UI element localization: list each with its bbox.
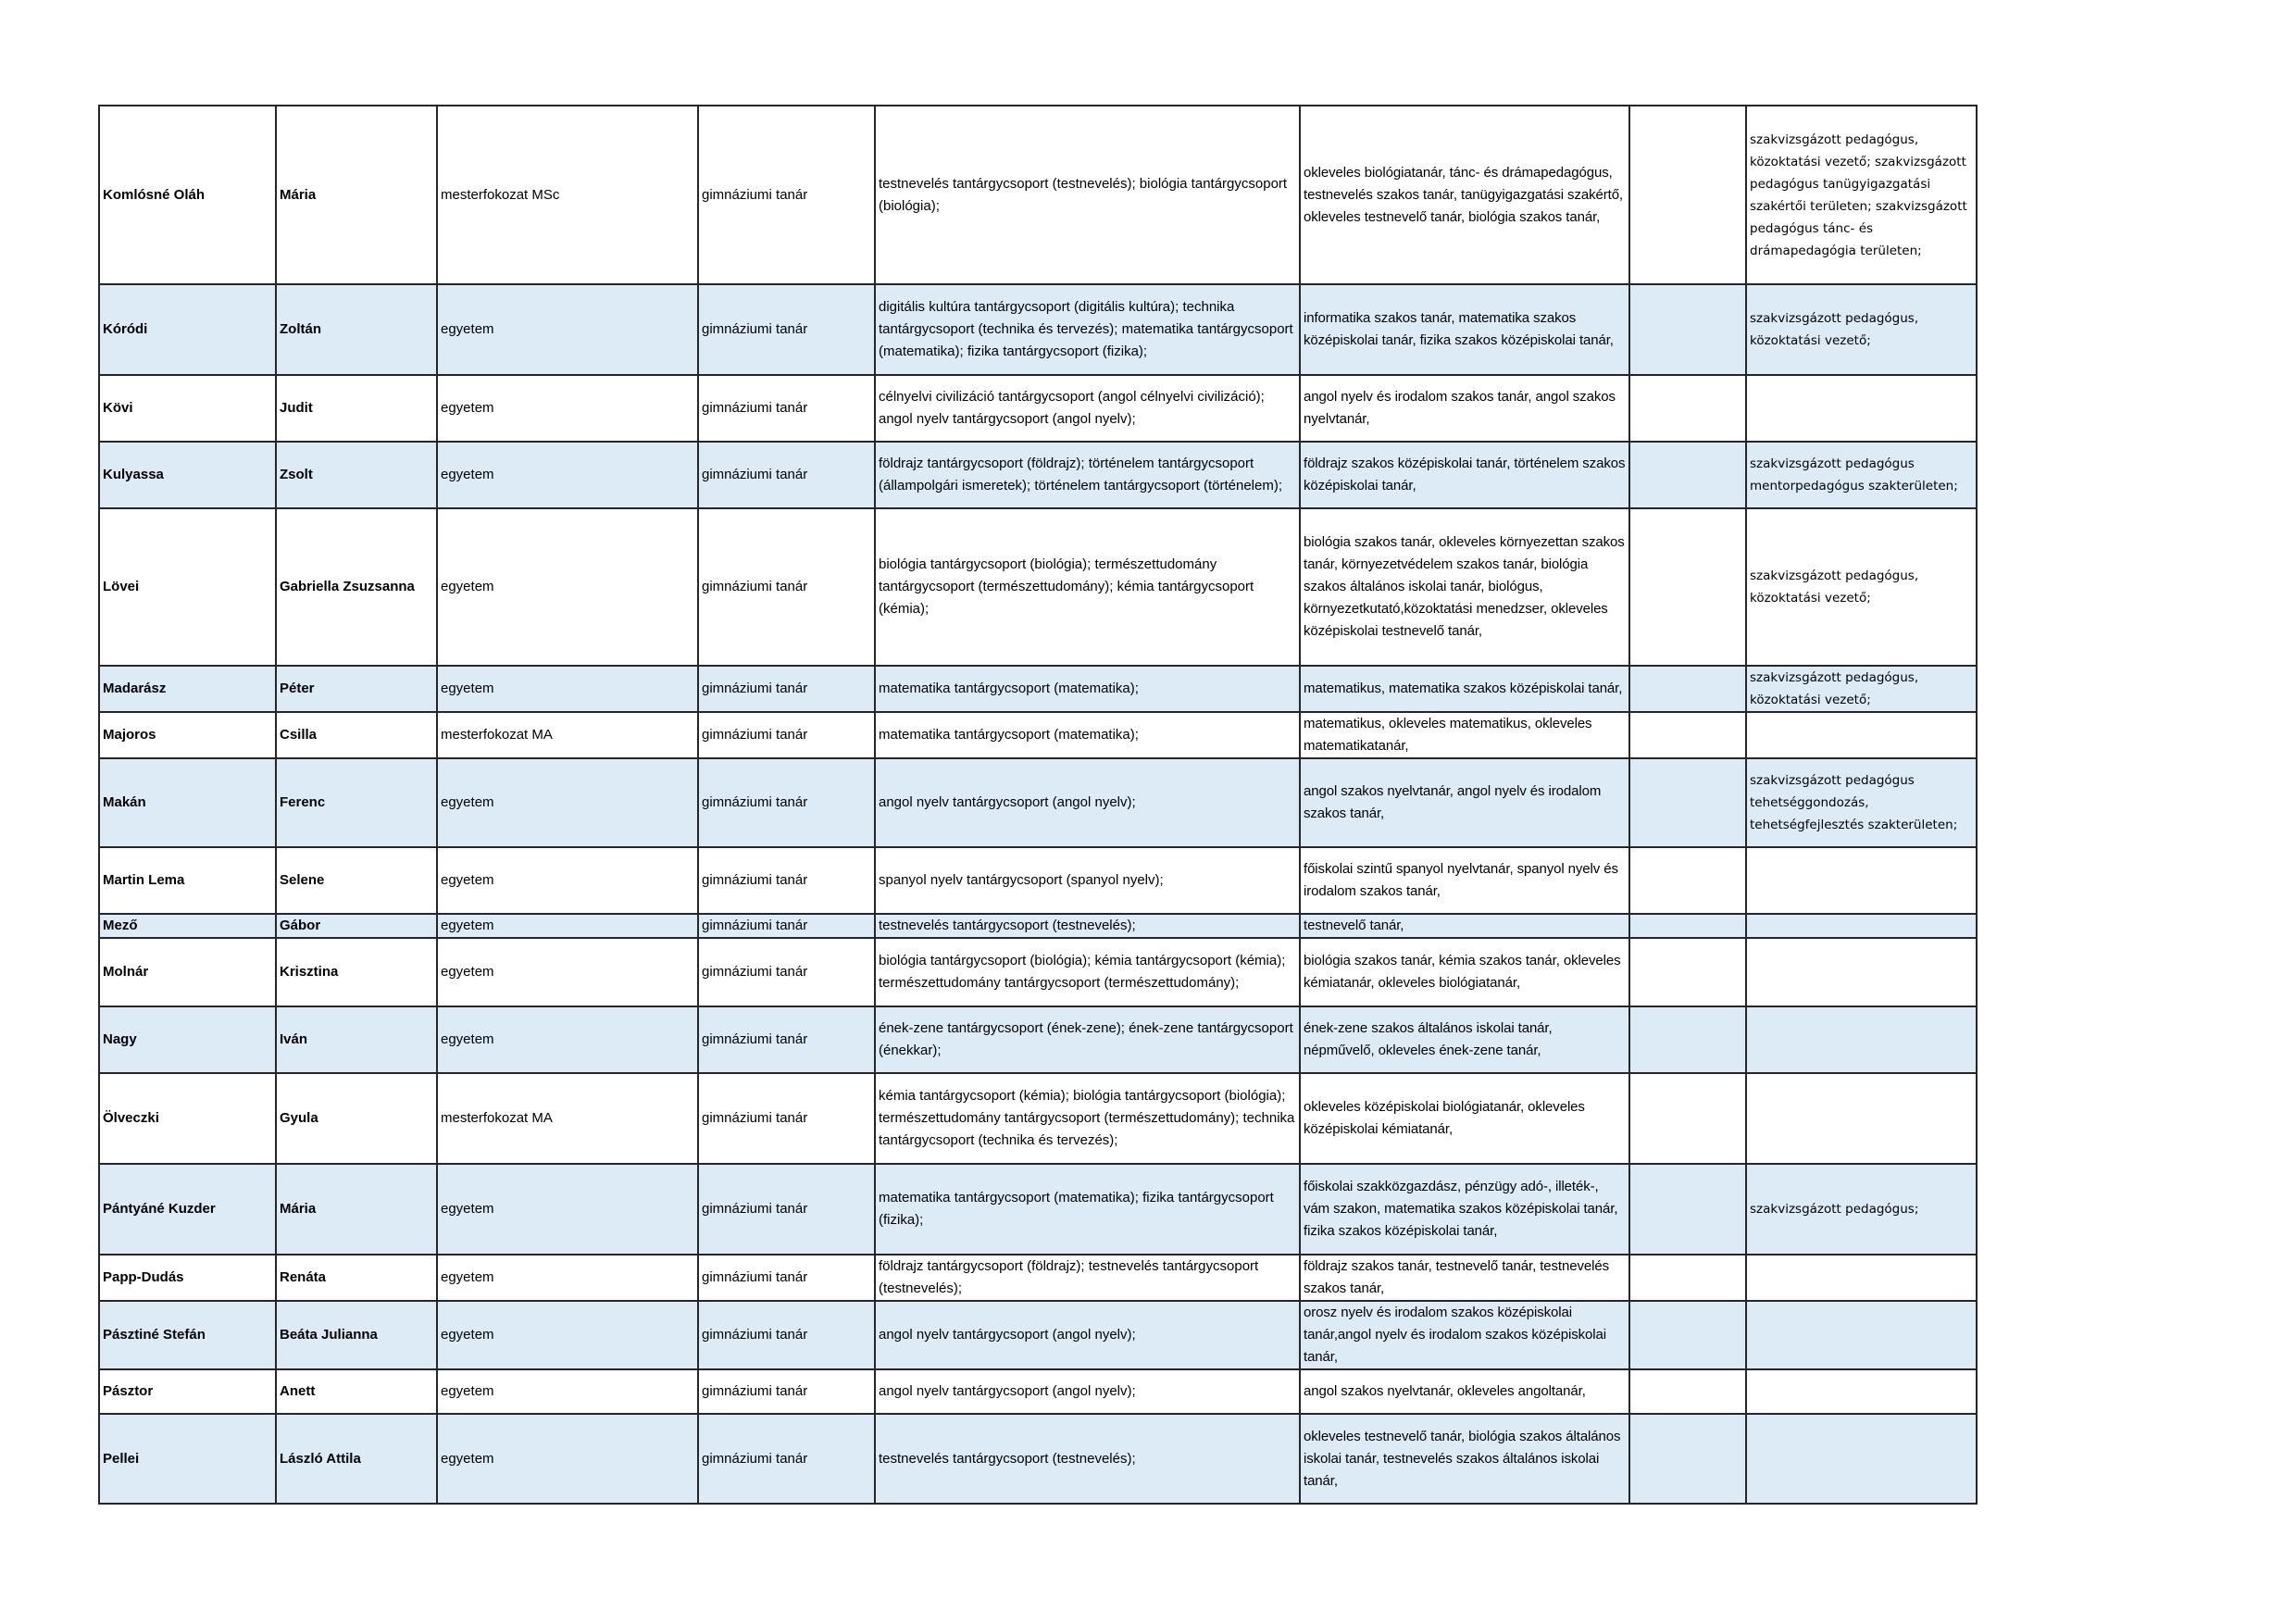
extra-cell — [1629, 1301, 1746, 1369]
specialization-cell — [1746, 1073, 1977, 1164]
degree-cell: egyetem — [437, 758, 698, 847]
given-name-cell: Mária — [276, 1164, 437, 1255]
specialization-cell: szakvizsgázott pedagógus, közoktatási vezető; — [1746, 284, 1977, 375]
surname-cell: Pántyáné Kuzder — [99, 1164, 276, 1255]
given-name-cell: Krisztina — [276, 938, 437, 1006]
position-cell: gimnáziumi tanár — [698, 1255, 875, 1301]
specialization-cell: szakvizsgázott pedagógus; — [1746, 1164, 1977, 1255]
position-cell: gimnáziumi tanár — [698, 508, 875, 666]
degree-cell: mesterfokozat MSc — [437, 106, 698, 284]
subjects-cell: matematika tantárgycsoport (matematika); — [875, 712, 1300, 758]
specialization-cell — [1746, 847, 1977, 914]
specialization-cell: szakvizsgázott pedagógus, közoktatási vezető; — [1746, 508, 1977, 666]
surname-cell: Madarász — [99, 666, 276, 712]
surname-cell: Papp-Dudás — [99, 1255, 276, 1301]
specialization-cell — [1746, 712, 1977, 758]
extra-cell — [1629, 758, 1746, 847]
extra-cell — [1629, 914, 1746, 938]
specialization-cell — [1746, 1006, 1977, 1073]
extra-cell — [1629, 1073, 1746, 1164]
given-name-cell: Gyula — [276, 1073, 437, 1164]
given-name-cell: Selene — [276, 847, 437, 914]
subjects-cell: testnevelés tantárgycsoport (testnevelés); — [875, 1414, 1300, 1504]
position-cell: gimnáziumi tanár — [698, 666, 875, 712]
specialization-cell — [1746, 914, 1977, 938]
staff-table — [98, 105, 1978, 1505]
given-name-cell: Ferenc — [276, 758, 437, 847]
degree-cell: egyetem — [437, 847, 698, 914]
table-row — [99, 1414, 1977, 1504]
table-row — [99, 508, 1977, 666]
qualification-cell: testnevelő tanár, — [1300, 914, 1629, 938]
table-row — [99, 666, 1977, 712]
qualification-cell: főiskolai szakközgazdász, pénzügy adó-, illeték-, vám szakon, matematika szakos középiskolai tanár, fizika szakos középiskolai tanár, — [1300, 1164, 1629, 1255]
surname-cell: Nagy — [99, 1006, 276, 1073]
subjects-cell: kémia tantárgycsoport (kémia); biológia tantárgycsoport (biológia); természettudomány tantárgycsoport (természettudomány); technika tantárgycsoport (technika és tervezés); — [875, 1073, 1300, 1164]
surname-cell: Kóródi — [99, 284, 276, 375]
qualification-cell: okleveles testnevelő tanár, biológia szakos általános iskolai tanár, testnevelés szakos általános iskolai tanár, — [1300, 1414, 1629, 1504]
degree-cell: egyetem — [437, 1006, 698, 1073]
extra-cell — [1629, 1369, 1746, 1414]
position-cell: gimnáziumi tanár — [698, 106, 875, 284]
surname-cell: Ölveczki — [99, 1073, 276, 1164]
surname-cell: Mező — [99, 914, 276, 938]
qualification-cell: matematikus, okleveles matematikus, okleveles matematikatanár, — [1300, 712, 1629, 758]
given-name-cell: Zoltán — [276, 284, 437, 375]
given-name-cell: Renáta — [276, 1255, 437, 1301]
position-cell: gimnáziumi tanár — [698, 1369, 875, 1414]
qualification-cell: okleveles középiskolai biológiatanár, okleveles középiskolai kémiatanár, — [1300, 1073, 1629, 1164]
position-cell: gimnáziumi tanár — [698, 847, 875, 914]
extra-cell — [1629, 666, 1746, 712]
degree-cell: egyetem — [437, 1369, 698, 1414]
degree-cell: egyetem — [437, 1414, 698, 1504]
table-row — [99, 1164, 1977, 1255]
subjects-cell: földrajz tantárgycsoport (földrajz); történelem tantárgycsoport (állampolgári ismeretek); történelem tantárgycsoport (történelem); — [875, 442, 1300, 508]
surname-cell: Komlósné Oláh — [99, 106, 276, 284]
given-name-cell: Judit — [276, 375, 437, 442]
extra-cell — [1629, 1414, 1746, 1504]
qualification-cell: informatika szakos tanár, matematika szakos középiskolai tanár, fizika szakos középiskolai tanár, — [1300, 284, 1629, 375]
position-cell: gimnáziumi tanár — [698, 712, 875, 758]
position-cell: gimnáziumi tanár — [698, 1073, 875, 1164]
degree-cell: egyetem — [437, 508, 698, 666]
specialization-cell — [1746, 1369, 1977, 1414]
table-row — [99, 1369, 1977, 1414]
qualification-cell: angol szakos nyelvtanár, angol nyelv és irodalom szakos tanár, — [1300, 758, 1629, 847]
extra-cell — [1629, 284, 1746, 375]
degree-cell: egyetem — [437, 666, 698, 712]
subjects-cell: földrajz tantárgycsoport (földrajz); testnevelés tantárgycsoport (testnevelés); — [875, 1255, 1300, 1301]
specialization-cell — [1746, 938, 1977, 1006]
degree-cell: egyetem — [437, 375, 698, 442]
extra-cell — [1629, 1164, 1746, 1255]
position-cell: gimnáziumi tanár — [698, 375, 875, 442]
subjects-cell: testnevelés tantárgycsoport (testnevelés); — [875, 914, 1300, 938]
given-name-cell: Beáta Julianna — [276, 1301, 437, 1369]
qualification-cell: orosz nyelv és irodalom szakos középiskolai tanár,angol nyelv és irodalom szakos középiskolai tanár, — [1300, 1301, 1629, 1369]
table-row — [99, 758, 1977, 847]
subjects-cell: biológia tantárgycsoport (biológia); természettudomány tantárgycsoport (természettudomány); kémia tantárgycsoport (kémia); — [875, 508, 1300, 666]
table-row — [99, 1006, 1977, 1073]
table-row — [99, 847, 1977, 914]
subjects-cell: ének-zene tantárgycsoport (ének-zene); ének-zene tantárgycsoport (énekkar); — [875, 1006, 1300, 1073]
given-name-cell: Csilla — [276, 712, 437, 758]
qualification-cell: biológia szakos tanár, kémia szakos tanár, okleveles kémiatanár, okleveles biológiatanár, — [1300, 938, 1629, 1006]
table-row — [99, 938, 1977, 1006]
surname-cell: Majoros — [99, 712, 276, 758]
given-name-cell: Gábor — [276, 914, 437, 938]
table-row — [99, 375, 1977, 442]
surname-cell: Molnár — [99, 938, 276, 1006]
given-name-cell: Mária — [276, 106, 437, 284]
given-name-cell: László Attila — [276, 1414, 437, 1504]
specialization-cell — [1746, 375, 1977, 442]
table-row — [99, 442, 1977, 508]
subjects-cell: testnevelés tantárgycsoport (testnevelés); biológia tantárgycsoport (biológia); — [875, 106, 1300, 284]
given-name-cell: Gabriella Zsuzsanna — [276, 508, 437, 666]
given-name-cell: Anett — [276, 1369, 437, 1414]
subjects-cell: biológia tantárgycsoport (biológia); kémia tantárgycsoport (kémia); természettudomány tantárgycsoport (természettudomány); — [875, 938, 1300, 1006]
subjects-cell: spanyol nyelv tantárgycsoport (spanyol nyelv); — [875, 847, 1300, 914]
qualification-cell: angol szakos nyelvtanár, okleveles angoltanár, — [1300, 1369, 1629, 1414]
extra-cell — [1629, 442, 1746, 508]
extra-cell — [1629, 847, 1746, 914]
position-cell: gimnáziumi tanár — [698, 1006, 875, 1073]
position-cell: gimnáziumi tanár — [698, 1301, 875, 1369]
surname-cell: Makán — [99, 758, 276, 847]
surname-cell: Pásztor — [99, 1369, 276, 1414]
table-row — [99, 914, 1977, 938]
position-cell: gimnáziumi tanár — [698, 1164, 875, 1255]
table-row — [99, 1073, 1977, 1164]
qualification-cell: főiskolai szintű spanyol nyelvtanár, spanyol nyelv és irodalom szakos tanár, — [1300, 847, 1629, 914]
qualification-cell: matematikus, matematika szakos középiskolai tanár, — [1300, 666, 1629, 712]
specialization-cell: szakvizsgázott pedagógus, közoktatási vezető; — [1746, 666, 1977, 712]
qualification-cell: angol nyelv és irodalom szakos tanár, angol szakos nyelvtanár, — [1300, 375, 1629, 442]
specialization-cell — [1746, 1414, 1977, 1504]
surname-cell: Kövi — [99, 375, 276, 442]
qualification-cell: ének-zene szakos általános iskolai tanár, népművelő, okleveles ének-zene tanár, — [1300, 1006, 1629, 1073]
position-cell: gimnáziumi tanár — [698, 284, 875, 375]
degree-cell: egyetem — [437, 442, 698, 508]
position-cell: gimnáziumi tanár — [698, 758, 875, 847]
degree-cell: egyetem — [437, 1301, 698, 1369]
qualification-cell: okleveles biológiatanár, tánc- és drámapedagógus, testnevelés szakos tanár, tanügyigazgatási szakértő, okleveles testnevelő tanár, biológia szakos tanár, — [1300, 106, 1629, 284]
degree-cell: egyetem — [437, 914, 698, 938]
specialization-cell: szakvizsgázott pedagógus tehetséggondozás, tehetségfejlesztés szakterületen; — [1746, 758, 1977, 847]
surname-cell: Kulyassa — [99, 442, 276, 508]
degree-cell: mesterfokozat MA — [437, 712, 698, 758]
given-name-cell: Iván — [276, 1006, 437, 1073]
subjects-cell: célnyelvi civilizáció tantárgycsoport (angol célnyelvi civilizáció); angol nyelv tantárgycsoport (angol nyelv); — [875, 375, 1300, 442]
given-name-cell: Péter — [276, 666, 437, 712]
extra-cell — [1629, 508, 1746, 666]
qualification-cell: földrajz szakos középiskolai tanár, történelem szakos középiskolai tanár, — [1300, 442, 1629, 508]
surname-cell: Martin Lema — [99, 847, 276, 914]
specialization-cell — [1746, 1301, 1977, 1369]
surname-cell: Pellei — [99, 1414, 276, 1504]
subjects-cell: angol nyelv tantárgycsoport (angol nyelv); — [875, 1301, 1300, 1369]
specialization-cell: szakvizsgázott pedagógus mentorpedagógus szakterületen; — [1746, 442, 1977, 508]
specialization-cell — [1746, 1255, 1977, 1301]
subjects-cell: angol nyelv tantárgycsoport (angol nyelv); — [875, 1369, 1300, 1414]
extra-cell — [1629, 938, 1746, 1006]
extra-cell — [1629, 106, 1746, 284]
qualification-cell: biológia szakos tanár, okleveles környezettan szakos tanár, környezetvédelem szakos tanár, biológia szakos általános iskolai tanár, biológus, környezetkutató,közoktatási menedzser, okleveles középiskolai testnevelő tanár, — [1300, 508, 1629, 666]
subjects-cell: matematika tantárgycsoport (matematika); fizika tantárgycsoport (fizika); — [875, 1164, 1300, 1255]
table-row — [99, 1301, 1977, 1369]
position-cell: gimnáziumi tanár — [698, 914, 875, 938]
extra-cell — [1629, 375, 1746, 442]
qualification-cell: földrajz szakos tanár, testnevelő tanár, testnevelés szakos tanár, — [1300, 1255, 1629, 1301]
subjects-cell: angol nyelv tantárgycsoport (angol nyelv); — [875, 758, 1300, 847]
specialization-cell: szakvizsgázott pedagógus, közoktatási vezető; szakvizsgázott pedagógus tanügyigazgatási szakértői területen; szakvizsgázott pedagógus tánc- és drámapedagógia területen; — [1746, 106, 1977, 284]
staff-table-body — [99, 106, 1977, 1504]
degree-cell: egyetem — [437, 1164, 698, 1255]
extra-cell — [1629, 712, 1746, 758]
degree-cell: mesterfokozat MA — [437, 1073, 698, 1164]
extra-cell — [1629, 1006, 1746, 1073]
position-cell: gimnáziumi tanár — [698, 1414, 875, 1504]
position-cell: gimnáziumi tanár — [698, 938, 875, 1006]
degree-cell: egyetem — [437, 1255, 698, 1301]
extra-cell — [1629, 1255, 1746, 1301]
given-name-cell: Zsolt — [276, 442, 437, 508]
subjects-cell: matematika tantárgycsoport (matematika); — [875, 666, 1300, 712]
table-row — [99, 712, 1977, 758]
position-cell: gimnáziumi tanár — [698, 442, 875, 508]
table-row — [99, 106, 1977, 284]
table-row — [99, 1255, 1977, 1301]
surname-cell: Pásztiné Stefán — [99, 1301, 276, 1369]
degree-cell: egyetem — [437, 284, 698, 375]
table-row — [99, 284, 1977, 375]
surname-cell: Lövei — [99, 508, 276, 666]
degree-cell: egyetem — [437, 938, 698, 1006]
subjects-cell: digitális kultúra tantárgycsoport (digitális kultúra); technika tantárgycsoport (technika és tervezés); matematika tantárgycsoport (matematika); fizika tantárgycsoport (fizika); — [875, 284, 1300, 375]
